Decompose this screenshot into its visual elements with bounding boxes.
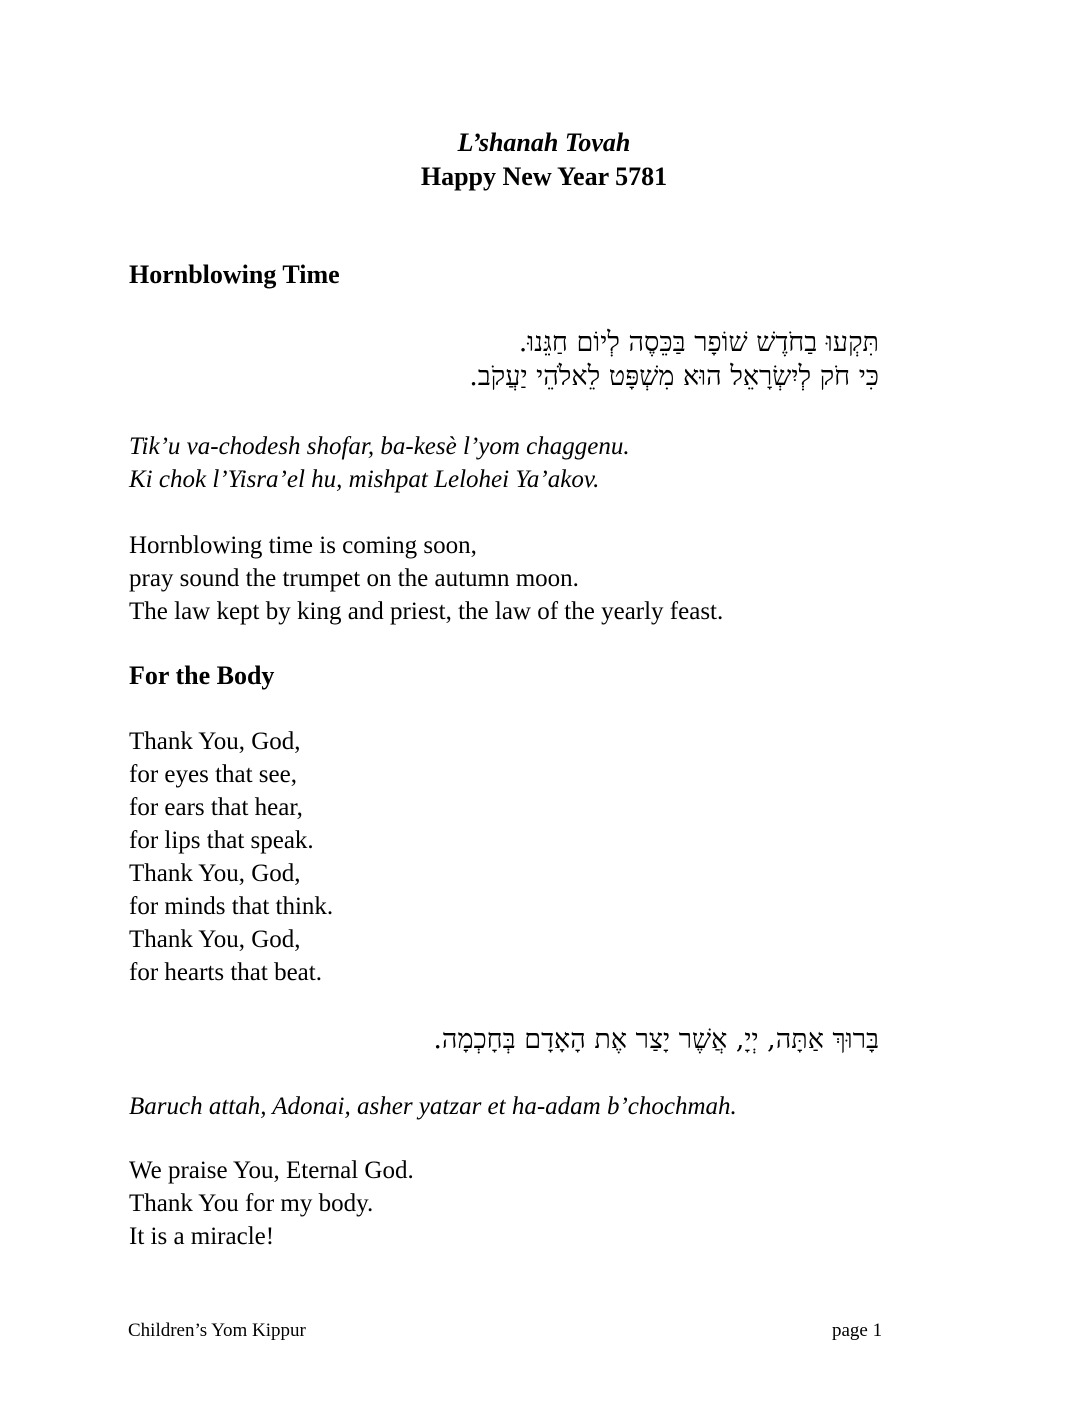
poem-line: for minds that think. (129, 893, 334, 920)
english-line: Thank You for my body. (129, 1190, 374, 1217)
english-line: Hornblowing time is coming soon, (129, 532, 477, 559)
poem-line: for lips that speak. (129, 827, 314, 854)
english-verse-hornblowing (129, 529, 723, 628)
transliteration-blessing (129, 1090, 737, 1123)
footer-document-title: Children’s Yom Kippur (128, 1320, 306, 1341)
poem-line: for ears that hear, (129, 794, 303, 821)
new-year-title: Happy New Year 5781 (420, 162, 668, 191)
poem-line: for hearts that beat. (129, 959, 322, 986)
english-line: pray sound the trumpet on the autumn moon. (129, 565, 579, 592)
section-heading-hornblowing: Hornblowing Time (129, 260, 340, 289)
transliteration-line: Ki chok l’Yisra’el hu, mishpat Lelohei Ya’akov. (129, 466, 600, 493)
english-line: It is a miracle! (129, 1223, 275, 1250)
poem-line: for eyes that see, (129, 761, 297, 788)
thank-you-poem (129, 725, 333, 989)
english-line: We praise You, Eternal God. (129, 1157, 414, 1184)
poem-line: Thank You, God, (129, 728, 301, 755)
hebrew-line: תִּקְעוּ בַחֹדֶשׁ שׁוֹפָר בַּכֵּסֶה לְיוֹם חַגֵּנוּ. (518, 327, 879, 358)
hebrew-line: כִּי חֹק לְיִשְׂרָאֵל הוּא מִשְׁפָּט לֵאלֹהֵי יַעֲקֹב. (469, 361, 879, 392)
transliteration-hornblowing (129, 430, 630, 496)
greeting-title: L’shanah Tovah (457, 128, 631, 157)
section-heading-body: For the Body (129, 661, 275, 690)
poem-line: Thank You, God, (129, 926, 301, 953)
hebrew-verse-hornblowing (469, 326, 879, 394)
hebrew-line: בָּרוּךְ אַתָּה, יְיָ, אֲשֶׁר יָצַר אֶת הָאָדָם בְּחָכְמָה. (433, 1024, 879, 1055)
hebrew-blessing (433, 1023, 879, 1057)
english-line: The law kept by king and priest, the law of the yearly feast. (129, 598, 724, 625)
transliteration-line: Tik’u va-chodesh shofar, ba-kesè l’yom chaggenu. (129, 433, 630, 460)
footer-page-number: page 1 (832, 1320, 883, 1341)
english-blessing (129, 1154, 414, 1253)
transliteration-line: Baruch attah, Adonai, asher yatzar et ha-adam b’chochmah. (129, 1093, 737, 1120)
poem-line: Thank You, God, (129, 860, 301, 887)
